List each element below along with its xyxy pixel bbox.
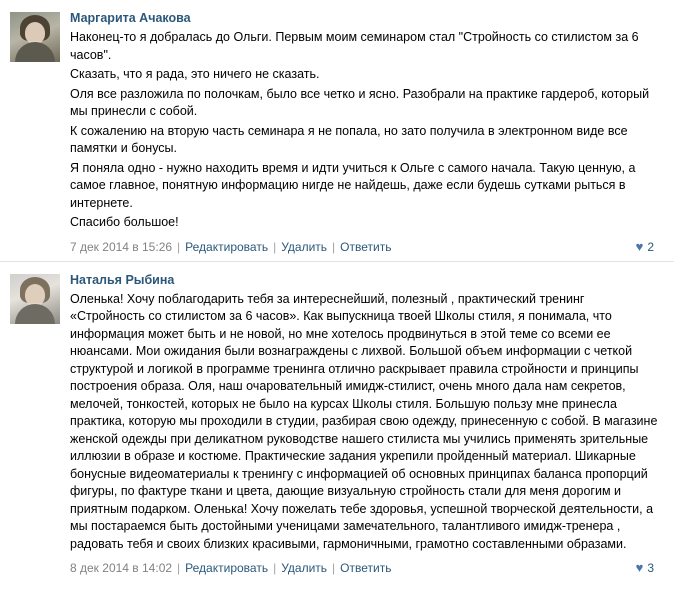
comment-meta [70, 239, 660, 255]
comment-paragraph: Оля все разложила по полочкам, было все четко и ясно. Разобрали на практике гардероб, который мы принесли с собой. [70, 86, 650, 118]
avatar-body [15, 304, 55, 324]
comment-date: 7 дек 2014 в 15:26 [70, 239, 173, 254]
avatar-cell [10, 10, 70, 255]
comment-text [70, 291, 660, 554]
heart-icon: ♥ [635, 238, 644, 254]
avatar-head [25, 22, 45, 44]
comment-text [70, 29, 660, 232]
like-button[interactable] [636, 560, 660, 576]
comment-item [0, 261, 674, 583]
meta-separator: | [332, 561, 336, 575]
like-count: 2 [647, 239, 654, 254]
meta-separator: | [177, 239, 181, 254]
comment-content [70, 272, 664, 577]
comment-paragraph: Я поняла одно - нужно находить время и идти учиться к Ольге с самого начала. Такую ценную, а самое главное, понятную информацию нигде не найдешь, даже если будешь сутками рыться в интернете. [70, 160, 636, 210]
comment-item [0, 0, 674, 261]
avatar[interactable] [10, 12, 60, 62]
comment-paragraph: Спасибо большое! [70, 215, 179, 229]
meta-separator: | [273, 239, 277, 254]
delete-link[interactable]: Удалить [281, 239, 328, 254]
meta-separator: | [273, 561, 277, 575]
comment-author-link[interactable]: Наталья Рыбина [70, 272, 175, 287]
like-count: 3 [647, 561, 654, 575]
delete-link[interactable]: Удалить [281, 561, 328, 575]
comment-content [70, 10, 664, 255]
meta-separator: | [177, 561, 181, 575]
avatar-cell [10, 272, 70, 577]
heart-icon: ♥ [635, 560, 644, 575]
meta-separator: | [332, 239, 336, 254]
like-button[interactable] [636, 239, 660, 255]
reply-link[interactable]: Ответить [340, 561, 392, 575]
edit-link[interactable]: Редактировать [185, 239, 269, 254]
comment-paragraph: Наконец-то я добралась до Ольги. Первым моим семинаром стал "Стройность со стилистом за 6 часов". [70, 30, 639, 62]
comment-paragraph: К сожалению на вторую часть семинара я не попала, но зато получила в электронном виде все памятки и бонусы. [70, 123, 628, 155]
comment-date: 8 дек 2014 в 14:02 [70, 561, 173, 575]
avatar[interactable] [10, 274, 60, 324]
comment-paragraph: Оленька! Хочу поблагодарить тебя за интереснейший, полезный , практический тренинг «Стройность со стилистом за 6 часов». Как выпускница твоей Школы стиля, я понимала, что информация может быть и не новой, но мне хотелось продвинуться в этой теме со всеми ее нюансами. Мои ожидания были вознаграждены с лихвой. Большой объем информации с четкой структурой и логикой в программе тренинга отлично раскрывает правила стройности и принципы построения образа. Оля, наш очаровательный имидж-стилист, очень много дала нам секретов, мелочей, тонкостей, которых не было на курсах Школы стиля. Большую пользу мне принесла практика, которую мы проходили в студии, разбирая свою одежду, принесенную с собой. В магазине женской одежды при деликатном руководстве нашего стилиста мы учились применять зрительные иллюзии в образе и костюме. Практические задания укрепили пройденный материал. Шикарные бонусные видеоматериалы к тренингу с информацией об основных принципах баланса пропорций фигуры, по фактуре ткани и цвета, дающие визуальную стройность стали для меня дорогим и приятным подарком. Оленька! Хочу пожелать тебе здоровья, успешной творческой деятельности, а мы постараемся быть достойными ученицами замечательного, талантливого имидж-тренера , радовать тебя и своих близких красивыми, гармоничными, грамотно составленными образами. [70, 291, 658, 551]
comment-author-link[interactable]: Маргарита Ачакова [70, 11, 191, 25]
edit-link[interactable]: Редактировать [185, 561, 269, 575]
reply-link[interactable]: Ответить [340, 239, 392, 254]
comment-paragraph: Сказать, что я рада, это ничего не сказать. [70, 67, 320, 81]
avatar-head [25, 284, 45, 306]
comment-meta [70, 560, 660, 576]
avatar-body [15, 42, 55, 62]
